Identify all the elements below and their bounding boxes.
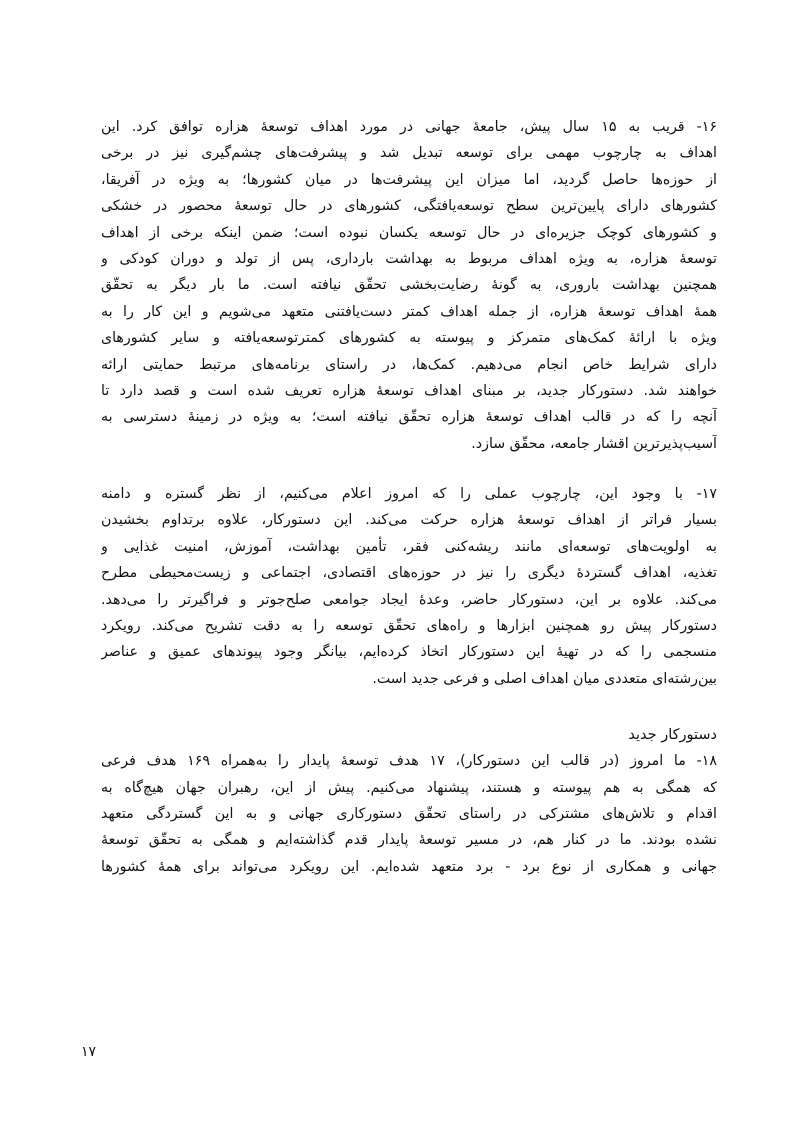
- text-line: بین‌رشته‌ای متعددی میان اهداف اصلی و فرعی جدید است.: [372, 670, 717, 687]
- text-line: به اولویت‌های توسعه‌ای مانند ریشه‌کنی فقر، تأمین بهداشت، آموزش، امنیت غذایی و: [101, 538, 717, 555]
- document-page: [101, 114, 717, 880]
- text-line: ۱۶- قریب به ۱۵ سال پیش، جامعهٔ جهانی در مورد اهداف توسعهٔ هزاره توافق کرد. این: [101, 119, 717, 135]
- text-line: کشورهای دارای پایین‌ترین سطح توسعه‌یافتگی، کشورهای در حال توسعهٔ محصور در خشکی: [101, 198, 717, 215]
- section-heading: دستورکار جدید: [628, 727, 717, 744]
- text-line: همچنین بهداشت باروری، به گونهٔ رضایت‌بخشی تحقّق نیافته است. ما بار دیگر به تحقّق: [101, 277, 717, 294]
- text-line: آنچه را که در قالب اهداف توسعهٔ هزاره تحقّق نیافته است؛ به ویژه در زمینهٔ دسترسی به: [101, 409, 717, 426]
- text-line: دستورکار پیش رو همچنین ابزارها و راه‌های تحقّق توسعه را به دقت تشریح می‌کند. رویکرد: [101, 618, 717, 635]
- text-line: دارای شرایط خاص انجام می‌دهیم. کمک‌ها، در راستای برنامه‌های مرتبط حمایتی ارائه: [101, 356, 717, 373]
- section-spacer: [101, 692, 717, 722]
- text-line: که همگی به هم پیوسته و هستند، پیشنهاد می‌کنیم. پیش از این، رهبران جهان هیچ‌گاه به: [101, 779, 717, 796]
- text-line: ۱۷- با وجود این، چارچوب عملی را که امروز اعلام می‌کنیم، از نظر گستره و دامنه: [101, 486, 717, 503]
- text-line: تغذیه، اهداف گستردهٔ دیگری را نیز در حوزه‌های اقتصادی، اجتماعی و زیست‌محیطی مطرح: [101, 565, 717, 582]
- text-line: توسعهٔ هزاره، به ویژه اهداف مربوط به بهداشت بارداری، پس از تولد و دوران کودکی و: [101, 250, 717, 267]
- paragraph-16: [101, 114, 717, 457]
- paragraph-18: [101, 748, 717, 880]
- text-line: از حوزه‌ها حاصل گردید، اما میزان این پیشرفت‌ها در میان کشورها؛ به ویژه در آفریقا،: [101, 171, 717, 188]
- text-line: خواهند شد. دستورکار جدید، بر مبنای اهداف توسعهٔ هزاره تعریف شده است و قصد دارد تا: [101, 382, 717, 399]
- text-line: ۱۸- ما امروز (در قالب این دستورکار)، ۱۷ هدف توسعهٔ پایدار را به‌همراه ۱۶۹ هدف فرعی: [101, 753, 717, 770]
- text-line: بسیار فراتر از اهداف توسعهٔ هزاره حرکت می‌کند. این دستورکار، علاوه برتداوم بخشیدن: [101, 512, 717, 529]
- text-line: ویژه با ارائهٔ کمک‌های متمرکز و پیوسته به کشورهای کمترتوسعه‌یافته و سایر کشورهای: [101, 330, 717, 347]
- text-line: می‌کند. علاوه بر این، دستورکار حاضر، وعدهٔ ایجاد جوامعی صلح‌جوتر و فراگیرتر را می‌دهد.: [101, 591, 717, 608]
- text-line: جهانی و همکاری از نوع برد - برد متعهد شده‌ایم. این رویکرد می‌تواند برای همهٔ کشورها: [101, 858, 717, 875]
- text-line: اقدام و تلاش‌های مشترکی در راستای تحقّق دستورکاری جهانی و به این گستردگی متعهد: [101, 805, 717, 822]
- text-line: منسجمی را که در تهیهٔ این دستورکار اتخاذ کرده‌ایم، بیانگر وجود پیوندهای عمیق و عناصر: [101, 644, 717, 661]
- text-line: و کشورهای کوچک جزیره‌ای در حال توسعه یکسان نبوده است؛ ضمن اینکه برخی از اهداف: [101, 224, 717, 241]
- text-line: اهداف به چارچوب مهمی برای توسعه تبدیل شد و پیشرفت‌های چشم‌گیری نیز در برخی: [101, 145, 717, 162]
- paragraph-spacer: [101, 457, 717, 481]
- text-line: همهٔ اهداف توسعهٔ هزاره، از جمله اهداف کمتر دست‌یافتنی متعهد می‌شویم و این کار را به: [101, 303, 717, 320]
- text-line: نشده بودند. ما در کنار هم، در مسیر توسعهٔ پایدار قدم گذاشته‌ایم و همگی به تحقّق توسعهٔ: [101, 832, 717, 849]
- paragraph-17: [101, 481, 717, 692]
- page-number: ۱۷: [81, 1044, 97, 1060]
- text-line: آسیب‌پذیرترین اقشار جامعه، محقّق سازد.: [471, 435, 717, 452]
